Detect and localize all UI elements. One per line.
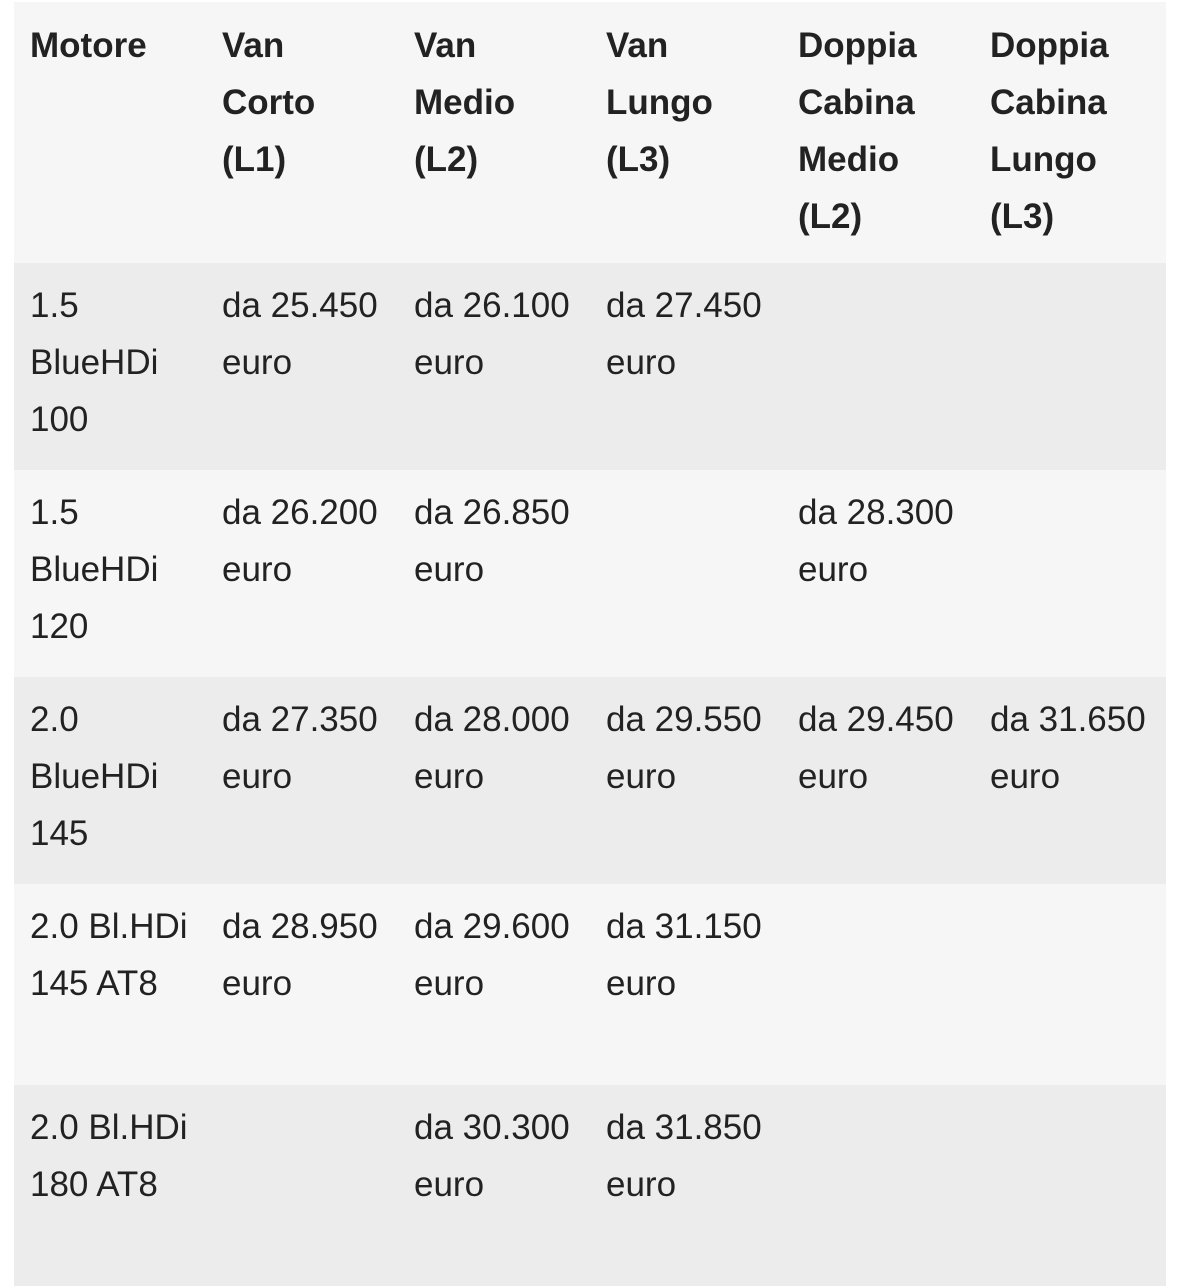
price-cell <box>206 263 398 470</box>
price-cell <box>782 884 974 1085</box>
price-value: da 31.150 euro <box>606 907 762 1003</box>
price-value: da 26.850 euro <box>414 493 570 589</box>
table-row <box>14 1085 1166 1286</box>
header-motore <box>14 2 206 263</box>
header-label: Doppia Cabina Lungo (L3) <box>990 26 1109 236</box>
price-cell <box>590 884 782 1085</box>
engine-cell <box>14 1085 206 1286</box>
price-value: da 28.000 euro <box>414 700 570 796</box>
header-van-corto <box>206 2 398 263</box>
price-cell <box>782 677 974 884</box>
engine-cell <box>14 470 206 677</box>
price-table <box>14 2 1166 1286</box>
price-cell <box>206 677 398 884</box>
header-van-lungo <box>590 2 782 263</box>
header-doppia-cabina-medio <box>782 2 974 263</box>
price-cell <box>590 1085 782 1286</box>
header-label: Van Corto (L1) <box>222 26 316 179</box>
engine-label: 1.5 BlueHDi 120 <box>30 493 159 646</box>
header-label: Motore <box>30 26 147 65</box>
price-value: da 26.100 euro <box>414 286 570 382</box>
header-label: Van Medio (L2) <box>414 26 516 179</box>
engine-label: 2.0 Bl.HDi 180 AT8 <box>30 1108 188 1204</box>
header-van-medio <box>398 2 590 263</box>
price-cell <box>782 1085 974 1286</box>
price-value: da 30.300 euro <box>414 1108 570 1204</box>
header-doppia-cabina-lungo <box>974 2 1166 263</box>
header-label: Van Lungo (L3) <box>606 26 713 179</box>
price-cell <box>206 884 398 1085</box>
price-cell <box>398 470 590 677</box>
price-value: da 29.450 euro <box>798 700 954 796</box>
table-header-row <box>14 2 1166 263</box>
price-value: da 29.600 euro <box>414 907 570 1003</box>
price-value: da 31.850 euro <box>606 1108 762 1204</box>
engine-cell <box>14 677 206 884</box>
table-row <box>14 677 1166 884</box>
price-cell <box>590 263 782 470</box>
engine-cell <box>14 884 206 1085</box>
price-cell <box>398 884 590 1085</box>
price-cell <box>974 884 1166 1085</box>
price-value: da 27.450 euro <box>606 286 762 382</box>
price-cell <box>398 1085 590 1286</box>
price-cell <box>974 1085 1166 1286</box>
price-value: da 25.450 euro <box>222 286 378 382</box>
engine-label: 1.5 BlueHDi 100 <box>30 286 159 439</box>
price-cell <box>398 263 590 470</box>
price-cell <box>206 470 398 677</box>
price-value: da 27.350 euro <box>222 700 378 796</box>
price-cell <box>974 677 1166 884</box>
engine-cell <box>14 263 206 470</box>
price-value: da 26.200 euro <box>222 493 378 589</box>
price-value: da 29.550 euro <box>606 700 762 796</box>
price-cell <box>974 470 1166 677</box>
header-label: Doppia Cabina Medio (L2) <box>798 26 917 236</box>
price-table-container <box>14 2 1166 1286</box>
price-value: da 31.650 euro <box>990 700 1146 796</box>
price-value: da 28.300 euro <box>798 493 954 589</box>
price-value: da 28.950 euro <box>222 907 378 1003</box>
price-cell <box>398 677 590 884</box>
table-row <box>14 884 1166 1085</box>
price-cell <box>974 263 1166 470</box>
table-row <box>14 263 1166 470</box>
price-cell <box>206 1085 398 1286</box>
engine-label: 2.0 BlueHDi 145 <box>30 700 159 853</box>
price-cell <box>782 470 974 677</box>
price-cell <box>590 470 782 677</box>
price-cell <box>590 677 782 884</box>
price-cell <box>782 263 974 470</box>
engine-label: 2.0 Bl.HDi 145 AT8 <box>30 907 188 1003</box>
table-row <box>14 470 1166 677</box>
